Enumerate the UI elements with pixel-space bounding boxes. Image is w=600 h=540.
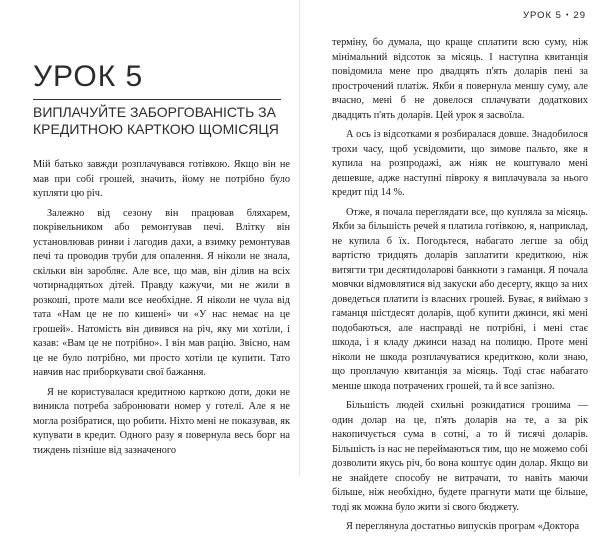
running-head-chapter: УРОК 5 [522,9,562,21]
right-paragraph-4: Більшість людей схильні розкидатися грошима — один долар на це, п'ять доларів на те, а за рік накопичується сума в сотні, а то й тисячі доларів. Більшість із нас не переймаються тим, що не можемо собі дозволити якусь річ, бо вона коштує один долар. Якщо ви не знайдете способу не витрачати, то навіть маючи більше, ніж необхідно, будете прагнути мати ще більше, тоді як можна було жити зі свого бюджету. [332,400,588,513]
right-paragraph-2: А ось із відсотками я розбиралася довше. Знадобилося трохи часу, щоб усвідомити, що зимове пальто, яке я купила на розпродажі, аж ніяк не коштувало мені дешевше, адже наступні півроку я виплачувала за нього кредит під 14 %. [332,129,588,198]
chapter-subtitle: ВИПЛАЧУЙТЕ ЗАБОРГОВАНІСТЬ ЗА КРЕДИТНОЮ КАРТКОЮ ЩОМІСЯЦЯ [33,104,279,137]
title-rule [33,99,281,100]
running-head-separator: • [565,11,570,19]
chapter-title: УРОК 5 [33,60,144,93]
right-paragraph-1: терміну, бо думала, що краще сплатити всю суму, ніж мінімальний відсоток за місяць. І наступна квитанція повідомила мене про двадцять п'ять доларів пені за прострочений платіж. Якби я повернула меншу суму, але вчасно, мені б не довелося сплачувати додаткових двадцять п'ять доларів. Цей урок я засвоїла. [332,37,588,121]
right-body-text [332,36,588,540]
left-paragraph-1: Мій батько завжди розплачувався готівкою. Якщо він не мав при собі грошей, значить, йому не потрібно було купляти цю річ. [33,159,290,199]
left-body-text [33,158,290,463]
left-paragraph-3: Я не користувалася кредитною карткою доти, доки не виникла потреба забронювати номер у готелі. Але я не могла розібратися, що робити. Ніхто мені не показував, як купувати в кредит. Одного разу я повернула весь борг на тиждень пізніше від зазначеного [33,386,290,456]
left-page [0,0,299,476]
page-number: 29 [573,9,586,21]
right-paragraph-3: Отже, я почала переглядати все, що купляла за місяць. Якби за більшість речей я платила готівкою, я, наприклад, не купила б їх. Погодьтеся, набагато легше за обід вартістю тридцять доларів заплатити кредиткою, ніж витягти три десятидоларові банкноти з гаманця. Я почала мовчки відмовлятися від закуски або десерту, якщо за них доведеться платити із власних грошей. Буває, я виймаю з гаманця шістдесят доларів, щоб купити джинси, які мені подобаються, але насправді не потрібні, і мені стає шкода, і я кладу джинси назад на полицю. Проте мені ніколи не шкода розплачуватися кредиткою, коли знаю, що проплачую квитанція за місяць. Тоді стає набагато менше шкода потрачених грошей, та й все запізно. [332,206,588,392]
right-paragraph-5: Я переглянула достатньо випусків програм «Доктора [346,521,580,532]
right-page [300,0,600,532]
running-head [523,4,586,26]
left-paragraph-2: Залежно від сезону він працював бляхарем, покрівельником або ремонтував печі. Влітку він установлював ринви і лагодив дахи, а взимку ремонтував печі та проводив труби для опалення. Я ніколи не знала, скільки він заробляє. Але все, що мав, він ділив на всіх чотирнадцятьох дітей. Правду кажучи, ми не жили в розкоші, проте мали все необхідне. Я ніколи не чула від тата «Нам це не по кишені» чи «У нас немає на це грошей». Натомість він дивився на річ, яку ми хотіли, і казав: «Вам це не потрібно». І він мав рацію. Звісно, нам це не було потрібно, ми просто хотіли це купити. Тато навчив нас приборкувати свої бажання. [33,207,290,378]
